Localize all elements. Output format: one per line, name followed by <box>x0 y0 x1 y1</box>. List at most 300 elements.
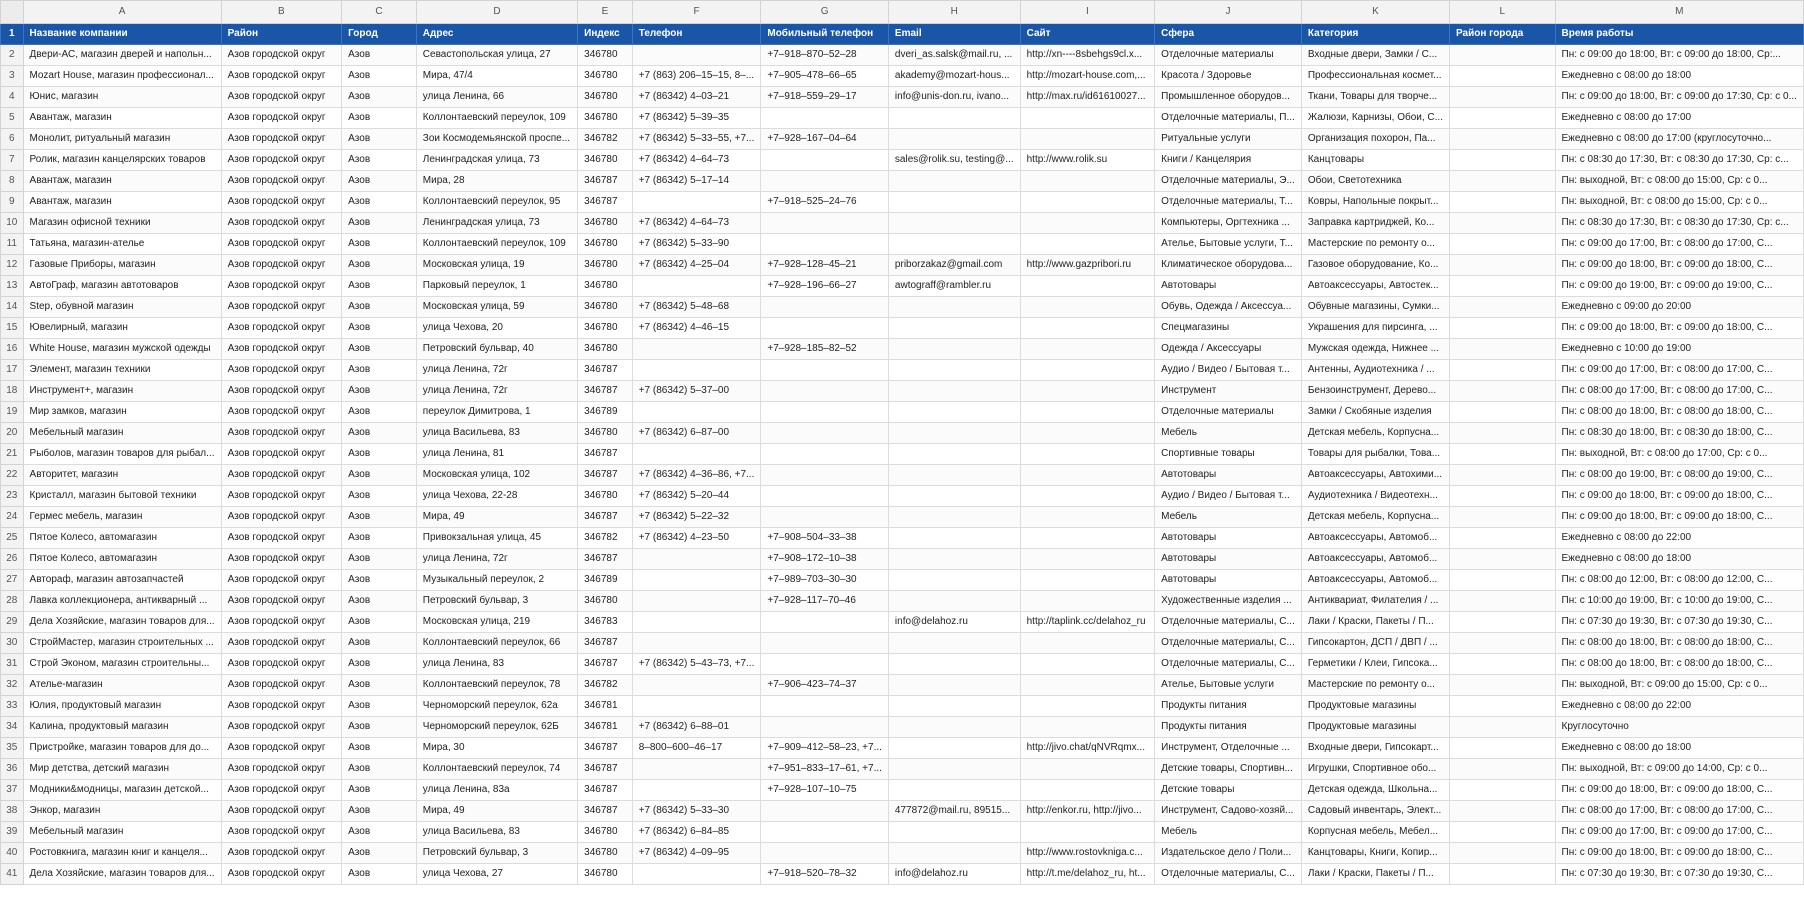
table-cell[interactable]: Антенны, Аудиотехника / ... <box>1301 360 1449 381</box>
table-cell[interactable] <box>761 465 889 486</box>
table-cell[interactable] <box>1449 654 1555 675</box>
column-letter-header[interactable]: G <box>761 1 889 24</box>
table-cell[interactable]: Гипсокартон, ДСП / ДВП / ... <box>1301 633 1449 654</box>
table-cell[interactable] <box>1020 234 1155 255</box>
table-cell[interactable]: Газовое оборудование, Ко... <box>1301 255 1449 276</box>
table-cell[interactable]: Замки / Скобяные изделия <box>1301 402 1449 423</box>
table-cell[interactable]: Входные двери, Замки / С... <box>1301 45 1449 66</box>
table-cell[interactable]: Мира, 47/4 <box>416 66 577 87</box>
table-cell[interactable]: +7 (86342) 4‒46‒15 <box>632 318 761 339</box>
table-cell[interactable]: Пн: с 09:00 до 18:00, Вт: с 09:00 до 18:00, Ср:... <box>1555 45 1803 66</box>
table-cell[interactable]: Мебель <box>1155 822 1302 843</box>
table-cell[interactable]: Пн: с 09:00 до 17:00, Вт: с 08:00 до 17:00, С... <box>1555 234 1803 255</box>
table-cell[interactable] <box>632 192 761 213</box>
column-letter-header[interactable]: I <box>1020 1 1155 24</box>
row-number[interactable]: 32 <box>1 675 24 696</box>
table-cell[interactable]: Организация похорон, Па... <box>1301 129 1449 150</box>
table-cell[interactable] <box>888 843 1020 864</box>
column-header-cell[interactable]: Район <box>221 24 342 45</box>
table-cell[interactable] <box>1020 360 1155 381</box>
row-number[interactable]: 6 <box>1 129 24 150</box>
table-cell[interactable]: 346780 <box>578 318 633 339</box>
table-cell[interactable]: Авантаж, магазин <box>23 192 221 213</box>
table-cell[interactable]: Азов городской округ <box>221 801 342 822</box>
table-cell[interactable]: Отделочные материалы, Э... <box>1155 171 1302 192</box>
row-number[interactable]: 17 <box>1 360 24 381</box>
table-cell[interactable]: Канцтовары, Книги, Копир... <box>1301 843 1449 864</box>
table-cell[interactable]: Коллонтаевский переулок, 95 <box>416 192 577 213</box>
table-cell[interactable]: Отделочные материалы, С... <box>1155 864 1302 885</box>
table-cell[interactable]: Двери-АС, магазин дверей и напольн... <box>23 45 221 66</box>
table-cell[interactable]: 346787 <box>578 444 633 465</box>
table-cell[interactable]: Азов городской округ <box>221 444 342 465</box>
table-cell[interactable]: улица Ленина, 72г <box>416 549 577 570</box>
table-cell[interactable] <box>761 696 889 717</box>
table-cell[interactable]: +7 (86342) 5‒33‒90 <box>632 234 761 255</box>
table-cell[interactable]: +7 (86342) 4‒64‒73 <box>632 150 761 171</box>
table-cell[interactable]: 346782 <box>578 528 633 549</box>
row-number[interactable]: 41 <box>1 864 24 885</box>
table-cell[interactable]: 346780 <box>578 423 633 444</box>
table-cell[interactable]: улица Васильева, 83 <box>416 822 577 843</box>
row-number[interactable]: 12 <box>1 255 24 276</box>
row-number[interactable]: 22 <box>1 465 24 486</box>
table-cell[interactable] <box>1449 780 1555 801</box>
table-cell[interactable]: Ткани, Товары для творче... <box>1301 87 1449 108</box>
table-cell[interactable] <box>1020 276 1155 297</box>
row-number[interactable]: 35 <box>1 738 24 759</box>
table-cell[interactable]: Красота / Здоровье <box>1155 66 1302 87</box>
table-cell[interactable]: http://jivo.chat/qNVRqmx... <box>1020 738 1155 759</box>
table-cell[interactable]: +7 (86342) 4‒23‒50 <box>632 528 761 549</box>
table-cell[interactable]: Ателье, Бытовые услуги, Т... <box>1155 234 1302 255</box>
table-cell[interactable]: 346787 <box>578 738 633 759</box>
table-cell[interactable] <box>761 423 889 444</box>
column-header-cell[interactable]: Название компании <box>23 24 221 45</box>
table-cell[interactable]: Ежедневно с 08:00 до 22:00 <box>1555 528 1803 549</box>
row-number[interactable]: 39 <box>1 822 24 843</box>
table-cell[interactable]: +7 (86342) 6‒88‒01 <box>632 717 761 738</box>
table-cell[interactable]: Детская одежда, Школьна... <box>1301 780 1449 801</box>
table-cell[interactable] <box>761 801 889 822</box>
table-cell[interactable]: +7 (86342) 5‒48‒68 <box>632 297 761 318</box>
table-cell[interactable]: Азов городской округ <box>221 381 342 402</box>
row-number[interactable]: 9 <box>1 192 24 213</box>
table-cell[interactable]: Азов <box>342 213 417 234</box>
table-cell[interactable] <box>888 633 1020 654</box>
table-cell[interactable]: Кристалл, магазин бытовой техники <box>23 486 221 507</box>
table-cell[interactable]: Пн: с 09:00 до 18:00, Вт: с 09:00 до 18:00, С... <box>1555 843 1803 864</box>
table-cell[interactable]: Азов городской округ <box>221 654 342 675</box>
table-cell[interactable]: Азов городской округ <box>221 276 342 297</box>
table-cell[interactable]: Ежедневно с 08:00 до 17:00 <box>1555 108 1803 129</box>
table-cell[interactable]: Антиквариат, Филателия / ... <box>1301 591 1449 612</box>
table-cell[interactable]: Пн: с 09:00 до 18:00, Вт: с 09:00 до 18:00, С... <box>1555 255 1803 276</box>
table-cell[interactable] <box>761 171 889 192</box>
table-cell[interactable] <box>888 465 1020 486</box>
table-cell[interactable]: Садовый инвентарь, Элект... <box>1301 801 1449 822</box>
table-cell[interactable]: Азов городской округ <box>221 402 342 423</box>
column-header-cell[interactable]: Мобильный телефон <box>761 24 889 45</box>
table-cell[interactable]: Ленинградская улица, 73 <box>416 213 577 234</box>
table-cell[interactable]: Пн: с 09:00 до 18:00, Вт: с 09:00 до 18:00, С... <box>1555 486 1803 507</box>
table-cell[interactable]: +7‒906‒423‒74‒37 <box>761 675 889 696</box>
table-cell[interactable]: Магазин офисной техники <box>23 213 221 234</box>
column-letter-header[interactable]: M <box>1555 1 1803 24</box>
table-cell[interactable]: Азов <box>342 66 417 87</box>
table-cell[interactable]: Пн: с 08:00 до 12:00, Вт: с 08:00 до 12:00, С... <box>1555 570 1803 591</box>
table-cell[interactable]: +7‒928‒128‒45‒21 <box>761 255 889 276</box>
table-cell[interactable]: Азов <box>342 528 417 549</box>
table-cell[interactable]: Мир замков, магазин <box>23 402 221 423</box>
table-cell[interactable]: +7 (86342) 4‒03‒21 <box>632 87 761 108</box>
table-cell[interactable]: +7 (86342) 5‒22‒32 <box>632 507 761 528</box>
table-cell[interactable]: +7‒928‒167‒04‒64 <box>761 129 889 150</box>
table-cell[interactable]: Продукты питания <box>1155 696 1302 717</box>
table-cell[interactable]: 346780 <box>578 45 633 66</box>
table-cell[interactable]: Пн: с 10:00 до 19:00, Вт: с 10:00 до 19:00, С... <box>1555 591 1803 612</box>
table-cell[interactable]: +7‒989‒703‒30‒30 <box>761 570 889 591</box>
table-cell[interactable]: Татьяна, магазин-ателье <box>23 234 221 255</box>
table-cell[interactable] <box>761 717 889 738</box>
table-cell[interactable]: Пн: выходной, Вт: с 09:00 до 15:00, Ср: с 0... <box>1555 675 1803 696</box>
table-cell[interactable]: 346787 <box>578 801 633 822</box>
table-cell[interactable]: Азов <box>342 297 417 318</box>
row-number[interactable]: 34 <box>1 717 24 738</box>
row-number[interactable]: 28 <box>1 591 24 612</box>
table-cell[interactable]: Отделочные материалы, С... <box>1155 654 1302 675</box>
row-number[interactable]: 27 <box>1 570 24 591</box>
table-cell[interactable]: 346787 <box>578 549 633 570</box>
table-cell[interactable]: Азов городской округ <box>221 465 342 486</box>
table-cell[interactable]: Азов городской округ <box>221 675 342 696</box>
table-cell[interactable] <box>632 864 761 885</box>
table-cell[interactable]: улица Ленина, 66 <box>416 87 577 108</box>
table-cell[interactable]: Азов <box>342 717 417 738</box>
table-cell[interactable]: Пятое Колесо, автомагазин <box>23 528 221 549</box>
table-cell[interactable] <box>1449 129 1555 150</box>
table-cell[interactable]: Мира, 28 <box>416 171 577 192</box>
table-cell[interactable]: Азов <box>342 654 417 675</box>
table-cell[interactable]: СтройМастер, магазин строительных ... <box>23 633 221 654</box>
table-cell[interactable]: Пн: с 08:00 до 19:00, Вт: с 08:00 до 19:00, С... <box>1555 465 1803 486</box>
table-cell[interactable]: Азов <box>342 192 417 213</box>
table-cell[interactable]: Ленинградская улица, 73 <box>416 150 577 171</box>
table-cell[interactable]: 346780 <box>578 87 633 108</box>
table-cell[interactable]: Мира, 49 <box>416 801 577 822</box>
table-cell[interactable]: Азов <box>342 339 417 360</box>
table-cell[interactable]: Пн: с 07:30 до 19:30, Вт: с 07:30 до 19:30, С... <box>1555 612 1803 633</box>
table-cell[interactable]: 346787 <box>578 780 633 801</box>
table-cell[interactable]: Обувь, Одежда / Аксессуа... <box>1155 297 1302 318</box>
table-cell[interactable] <box>1449 549 1555 570</box>
table-cell[interactable] <box>888 759 1020 780</box>
table-cell[interactable] <box>888 507 1020 528</box>
row-number[interactable]: 10 <box>1 213 24 234</box>
table-cell[interactable]: 346787 <box>578 192 633 213</box>
table-cell[interactable]: Азов <box>342 780 417 801</box>
table-cell[interactable] <box>632 276 761 297</box>
table-cell[interactable]: Азов городской округ <box>221 150 342 171</box>
table-cell[interactable]: +7‒909‒412‒58‒23, +7... <box>761 738 889 759</box>
table-cell[interactable]: Спортивные товары <box>1155 444 1302 465</box>
table-cell[interactable] <box>888 822 1020 843</box>
table-cell[interactable]: Мужская одежда, Нижнее ... <box>1301 339 1449 360</box>
table-cell[interactable]: Ритуальные услуги <box>1155 129 1302 150</box>
column-header-cell[interactable]: Телефон <box>632 24 761 45</box>
table-cell[interactable]: Азов городской округ <box>221 45 342 66</box>
table-cell[interactable]: 346780 <box>578 255 633 276</box>
table-cell[interactable]: Коллонтаевский переулок, 109 <box>416 234 577 255</box>
row-number[interactable]: 40 <box>1 843 24 864</box>
table-cell[interactable] <box>888 696 1020 717</box>
table-cell[interactable]: Пн: с 08:00 до 18:00, Вт: с 08:00 до 18:00, С... <box>1555 633 1803 654</box>
table-cell[interactable]: Парковый переулок, 1 <box>416 276 577 297</box>
table-cell[interactable]: +7 (86342) 5‒37‒00 <box>632 381 761 402</box>
table-cell[interactable]: АвтоГраф, магазин автотоваров <box>23 276 221 297</box>
row-number[interactable]: 16 <box>1 339 24 360</box>
table-cell[interactable]: Модники&модницы, магазин детской... <box>23 780 221 801</box>
table-cell[interactable]: Московская улица, 19 <box>416 255 577 276</box>
table-cell[interactable]: Ежедневно с 08:00 до 18:00 <box>1555 66 1803 87</box>
table-cell[interactable]: Компьютеры, Оргтехника ... <box>1155 213 1302 234</box>
table-cell[interactable] <box>888 591 1020 612</box>
table-cell[interactable]: Отделочные материалы <box>1155 45 1302 66</box>
table-cell[interactable]: Азов городской округ <box>221 822 342 843</box>
table-cell[interactable]: Азов городской округ <box>221 66 342 87</box>
table-cell[interactable]: dveri_as.salsk@mail.ru, ... <box>888 45 1020 66</box>
table-cell[interactable] <box>1449 360 1555 381</box>
table-cell[interactable]: Азов <box>342 234 417 255</box>
table-cell[interactable] <box>1449 507 1555 528</box>
table-cell[interactable]: +7‒928‒107‒10‒75 <box>761 780 889 801</box>
table-cell[interactable]: 346787 <box>578 381 633 402</box>
table-cell[interactable]: Ковры, Напольные покрыт... <box>1301 192 1449 213</box>
table-cell[interactable]: Инструмент <box>1155 381 1302 402</box>
table-cell[interactable]: Круглосуточно <box>1555 717 1803 738</box>
table-cell[interactable]: awtograff@rambler.ru <box>888 276 1020 297</box>
table-cell[interactable]: Климатическое оборудова... <box>1155 255 1302 276</box>
table-cell[interactable]: Пятое Колесо, автомагазин <box>23 549 221 570</box>
table-cell[interactable]: Товары для рыбалки, Това... <box>1301 444 1449 465</box>
table-cell[interactable]: +7‒918‒520‒78‒32 <box>761 864 889 885</box>
table-cell[interactable]: info@delahoz.ru <box>888 864 1020 885</box>
row-number[interactable]: 24 <box>1 507 24 528</box>
table-cell[interactable]: Ежедневно с 08:00 до 18:00 <box>1555 738 1803 759</box>
table-cell[interactable]: Ежедневно с 10:00 до 19:00 <box>1555 339 1803 360</box>
table-cell[interactable]: Коллонтаевский переулок, 66 <box>416 633 577 654</box>
table-cell[interactable]: Азов <box>342 423 417 444</box>
table-cell[interactable] <box>1020 780 1155 801</box>
table-cell[interactable] <box>1449 87 1555 108</box>
table-cell[interactable] <box>1449 843 1555 864</box>
table-cell[interactable]: Музыкальный переулок, 2 <box>416 570 577 591</box>
table-cell[interactable]: Мебельный магазин <box>23 822 221 843</box>
table-cell[interactable] <box>1449 297 1555 318</box>
table-cell[interactable] <box>1449 171 1555 192</box>
table-cell[interactable]: Украшения для пирсинга, ... <box>1301 318 1449 339</box>
table-cell[interactable] <box>1020 759 1155 780</box>
table-cell[interactable]: переулок Димитрова, 1 <box>416 402 577 423</box>
table-cell[interactable]: Азов <box>342 738 417 759</box>
table-cell[interactable]: Юнис, магазин <box>23 87 221 108</box>
row-number[interactable]: 13 <box>1 276 24 297</box>
table-cell[interactable]: Азов городской округ <box>221 486 342 507</box>
table-cell[interactable]: Пн: с 08:30 до 17:30, Вт: с 08:30 до 17:30, Ср: с... <box>1555 213 1803 234</box>
table-cell[interactable] <box>1020 654 1155 675</box>
row-number[interactable]: 38 <box>1 801 24 822</box>
table-cell[interactable] <box>888 486 1020 507</box>
table-cell[interactable] <box>1449 339 1555 360</box>
table-cell[interactable] <box>1449 318 1555 339</box>
table-cell[interactable] <box>761 213 889 234</box>
row-number[interactable]: 19 <box>1 402 24 423</box>
table-cell[interactable]: +7‒918‒870‒52‒28 <box>761 45 889 66</box>
row-number[interactable]: 14 <box>1 297 24 318</box>
table-cell[interactable] <box>888 780 1020 801</box>
table-cell[interactable]: +7‒908‒504‒33‒38 <box>761 528 889 549</box>
table-cell[interactable] <box>888 360 1020 381</box>
table-cell[interactable] <box>1449 66 1555 87</box>
column-header-cell[interactable]: Время работы <box>1555 24 1803 45</box>
table-cell[interactable]: akademy@mozart-hous... <box>888 66 1020 87</box>
table-cell[interactable]: +7‒928‒196‒66‒27 <box>761 276 889 297</box>
table-cell[interactable]: +7 (86342) 4‒64‒73 <box>632 213 761 234</box>
table-cell[interactable]: +7 (86342) 5‒33‒55, +7... <box>632 129 761 150</box>
table-cell[interactable]: Автотовары <box>1155 528 1302 549</box>
table-cell[interactable]: +7 (86342) 5‒17‒14 <box>632 171 761 192</box>
table-cell[interactable] <box>1449 822 1555 843</box>
table-cell[interactable]: Азов <box>342 276 417 297</box>
table-cell[interactable] <box>1020 570 1155 591</box>
table-cell[interactable]: Лаки / Краски, Пакеты / П... <box>1301 864 1449 885</box>
table-cell[interactable]: Детская мебель, Корпусна... <box>1301 507 1449 528</box>
table-cell[interactable]: +7 (863) 206‒15‒15, 8‒... <box>632 66 761 87</box>
table-cell[interactable]: Пн: с 07:30 до 19:30, Вт: с 07:30 до 19:30, С... <box>1555 864 1803 885</box>
table-cell[interactable] <box>888 717 1020 738</box>
table-cell[interactable]: Азов <box>342 486 417 507</box>
table-cell[interactable] <box>632 612 761 633</box>
table-cell[interactable] <box>888 297 1020 318</box>
table-cell[interactable]: Инструмент+, магазин <box>23 381 221 402</box>
table-cell[interactable] <box>1449 759 1555 780</box>
table-cell[interactable]: Азов <box>342 360 417 381</box>
table-cell[interactable]: Обувные магазины, Сумки... <box>1301 297 1449 318</box>
table-cell[interactable]: Азов <box>342 45 417 66</box>
table-cell[interactable]: Азов городской округ <box>221 171 342 192</box>
table-cell[interactable]: Жалюзи, Карнизы, Обои, С... <box>1301 108 1449 129</box>
table-cell[interactable]: +7 (86342) 5‒43‒73, +7... <box>632 654 761 675</box>
column-header-cell[interactable]: Район города <box>1449 24 1555 45</box>
table-cell[interactable]: Азов <box>342 465 417 486</box>
table-cell[interactable]: Черноморский переулок, 62а <box>416 696 577 717</box>
table-cell[interactable]: +7‒951‒833‒17‒61, +7... <box>761 759 889 780</box>
table-cell[interactable]: Азов городской округ <box>221 507 342 528</box>
table-cell[interactable] <box>761 381 889 402</box>
table-cell[interactable] <box>1449 381 1555 402</box>
table-cell[interactable]: Азов городской округ <box>221 717 342 738</box>
table-cell[interactable] <box>1449 255 1555 276</box>
table-cell[interactable]: Азов <box>342 150 417 171</box>
row-number[interactable]: 29 <box>1 612 24 633</box>
table-cell[interactable] <box>888 234 1020 255</box>
row-number[interactable]: 2 <box>1 45 24 66</box>
table-cell[interactable] <box>761 654 889 675</box>
table-cell[interactable]: Азов <box>342 759 417 780</box>
table-cell[interactable] <box>761 843 889 864</box>
table-cell[interactable]: Азов городской округ <box>221 633 342 654</box>
table-cell[interactable]: Бензоинструмент, Дерево... <box>1301 381 1449 402</box>
table-cell[interactable]: Мира, 30 <box>416 738 577 759</box>
table-cell[interactable]: Азов городской округ <box>221 297 342 318</box>
table-cell[interactable]: Ателье, Бытовые услуги <box>1155 675 1302 696</box>
column-letter-header[interactable]: J <box>1155 1 1302 24</box>
table-cell[interactable]: Заправка картриджей, Ко... <box>1301 213 1449 234</box>
table-cell[interactable] <box>1449 675 1555 696</box>
table-cell[interactable]: Пн: с 08:30 до 17:30, Вт: с 08:30 до 17:30, Ср: с... <box>1555 150 1803 171</box>
table-cell[interactable] <box>761 402 889 423</box>
table-cell[interactable]: 346787 <box>578 171 633 192</box>
table-cell[interactable] <box>888 423 1020 444</box>
table-cell[interactable] <box>632 339 761 360</box>
column-letter-header[interactable]: B <box>221 1 342 24</box>
table-cell[interactable] <box>888 129 1020 150</box>
table-cell[interactable] <box>1020 192 1155 213</box>
table-cell[interactable]: http://t.me/delahoz_ru, ht... <box>1020 864 1155 885</box>
table-cell[interactable]: Азов <box>342 402 417 423</box>
row-number[interactable]: 15 <box>1 318 24 339</box>
table-cell[interactable]: Автоаксессуары, Автомоб... <box>1301 570 1449 591</box>
table-cell[interactable]: Игрушки, Спортивное обо... <box>1301 759 1449 780</box>
table-cell[interactable] <box>888 318 1020 339</box>
table-cell[interactable] <box>1449 864 1555 885</box>
table-cell[interactable] <box>1449 738 1555 759</box>
table-cell[interactable]: Ювелирный, магазин <box>23 318 221 339</box>
table-cell[interactable]: Продукты питания <box>1155 717 1302 738</box>
table-cell[interactable] <box>761 108 889 129</box>
table-cell[interactable]: Инструмент, Отделочные ... <box>1155 738 1302 759</box>
table-cell[interactable] <box>1449 612 1555 633</box>
table-cell[interactable]: Азов городской округ <box>221 759 342 780</box>
table-cell[interactable]: 346780 <box>578 234 633 255</box>
table-cell[interactable] <box>632 45 761 66</box>
table-cell[interactable]: Коллонтаевский переулок, 78 <box>416 675 577 696</box>
table-cell[interactable] <box>1449 213 1555 234</box>
table-cell[interactable] <box>1020 528 1155 549</box>
table-cell[interactable] <box>888 192 1020 213</box>
row-number[interactable]: 4 <box>1 87 24 108</box>
table-cell[interactable] <box>1020 381 1155 402</box>
table-cell[interactable]: Спецмагазины <box>1155 318 1302 339</box>
table-cell[interactable]: Пн: с 09:00 до 18:00, Вт: с 09:00 до 18:00, С... <box>1555 780 1803 801</box>
table-cell[interactable]: Московская улица, 219 <box>416 612 577 633</box>
table-cell[interactable]: http://www.gazpribori.ru <box>1020 255 1155 276</box>
table-cell[interactable] <box>888 654 1020 675</box>
table-cell[interactable]: 346789 <box>578 402 633 423</box>
table-cell[interactable] <box>888 402 1020 423</box>
table-cell[interactable]: Обои, Светотехника <box>1301 171 1449 192</box>
table-cell[interactable]: http://mozart-house.com,... <box>1020 66 1155 87</box>
table-cell[interactable]: 346780 <box>578 843 633 864</box>
table-cell[interactable]: Лавка коллекционера, антикварный ... <box>23 591 221 612</box>
table-cell[interactable]: Автотовары <box>1155 570 1302 591</box>
table-cell[interactable]: Юлия, продуктовый магазин <box>23 696 221 717</box>
table-cell[interactable] <box>1020 339 1155 360</box>
row-number[interactable]: 1 <box>1 24 24 45</box>
table-cell[interactable] <box>1020 129 1155 150</box>
table-cell[interactable]: Азов <box>342 255 417 276</box>
table-cell[interactable]: Step, обувной магазин <box>23 297 221 318</box>
